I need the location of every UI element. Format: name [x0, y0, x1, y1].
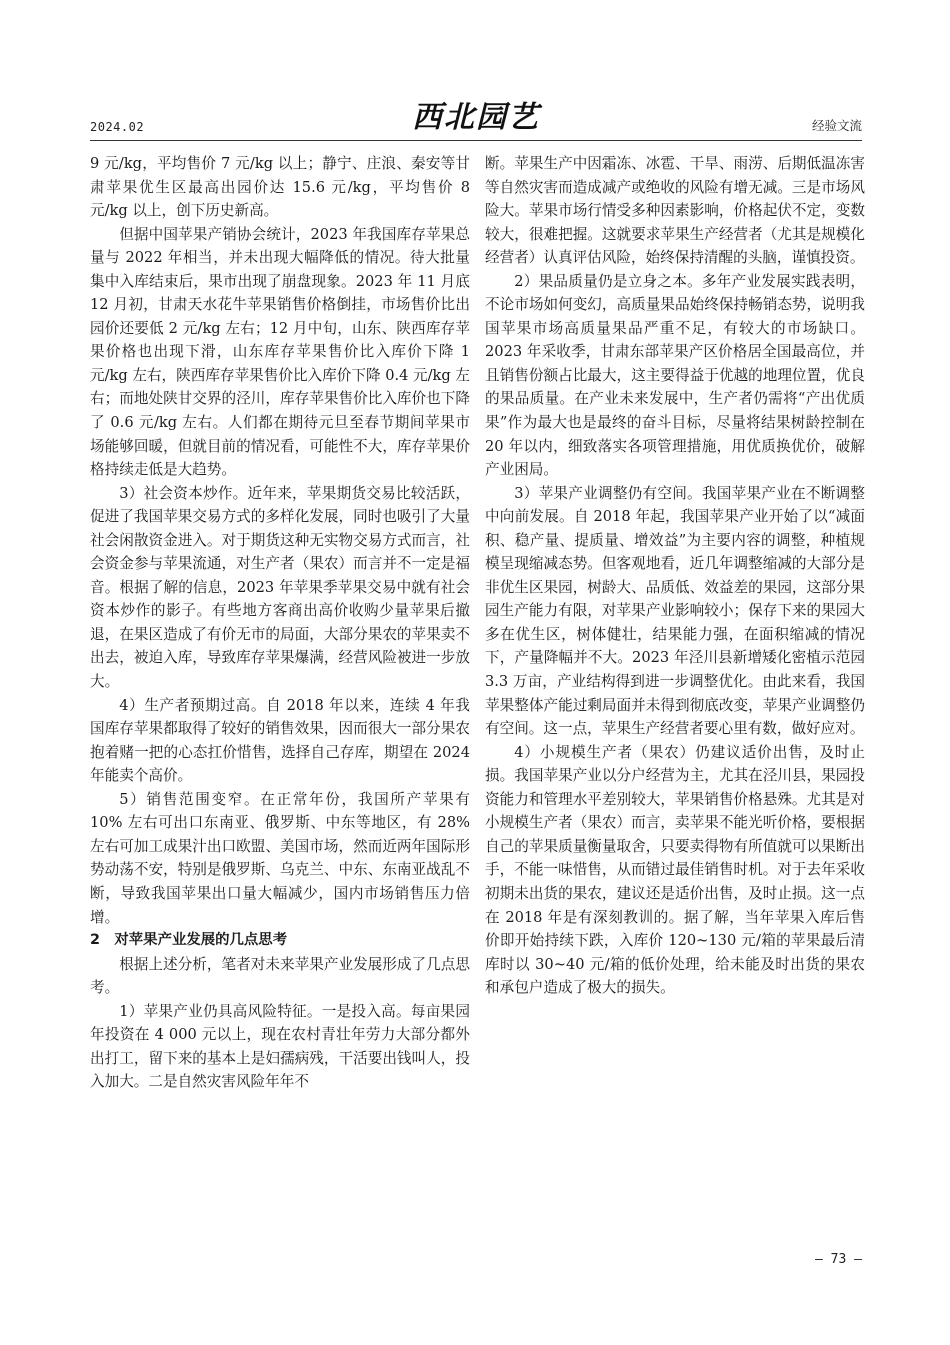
- body-paragraph: 3）社会资本炒作。近年来，苹果期货交易比较活跃，促进了我国苹果交易方式的多样化发展，同时也吸引了大量社会闲散资金进入。对于期货这种无实物交易方式而言，社会资金参与苹果流通，对生产者（果农）而言并不一定是福音。根据了解的信息，2023 年苹果季苹果交易中就有社会资本炒作的影子。有些地方客商出高价收购少量苹果后撤退，在果区造成了有价无市的局面，大部分果农的苹果卖不出去，被迫入库，导致库存苹果爆满，经营风险被进一步放大。: [90, 484, 470, 691]
- body-paragraph: 1）苹果产业仍具高风险特征。一是投入高。每亩果园年投资在 4 000 元以上，现在农村青壮年劳力大部分都外出打工，留下来的基本上是妇孺病残，干活要出钱叫人，投入加大。二是自然灾害风险年年不: [90, 1002, 470, 1091]
- section-heading: 2 对苹果产业发展的几点思考: [90, 932, 288, 949]
- issue-date: 2024.02: [90, 120, 145, 134]
- body-paragraph: 但据中国苹果产销协会统计，2023 年我国库存苹果总量与 2022 年相当，并未出现大幅降低的情况。待大批量集中入库结束后，果市出现了崩盘现象。2023 年 11 月底 12 月初，甘肃天水花牛苹果销售价格倒挂，市场售价比出园价还要低 2 元/kg 左右；12 月中旬，山东、陕西库存苹果价格也出现下滑，山东库存苹果售价比入库价下降 1 元/kg 左右，陕西库存苹果售价比入库价下降 0.4 元/kg 左右；而地处陕甘交界的泾川，库存苹果售价比入库价也下降了 0.6 元/kg 左右。人们都在期待元旦至春节期间苹果市场能够回暖，但就目前的情况看，可能性不大，库存苹果价格持续走低是大趋势。: [90, 225, 470, 479]
- body-paragraph: 4）生产者预期过高。自 2018 年以来，连续 4 年我国库存苹果都取得了较好的销售效果，因而很大一部分果农抱着赌一把的心态扛价惜售，选择自己存库，期望在 2024 年能卖个高价。: [90, 696, 470, 785]
- right-column: [485, 152, 865, 1000]
- journal-logo: 西北园艺: [412, 100, 540, 135]
- body-paragraph: 3）苹果产业调整仍有空间。我国苹果产业在不断调整中向前发展。自 2018 年起，我国苹果产业开始了以“减面积、稳产量、提质量、增效益”为主要内容的调整，种植规模呈现缩减态势。但客观地看，近几年调整缩减的大部分是非优生区果园，树龄大、品质低、效益差的果园，这部分果园生产能力有限，对苹果产业影响较小；保存下来的果园大多在优生区，树体健壮，结果能力强，在面积缩减的情况下，产量降幅并不大。2023 年泾川县新增矮化密植示范园 3.3 万亩，产业结构得到进一步调整优化。由此来看，我国苹果整体产能过剩局面并未得到彻底改变，苹果产业调整仍有空间。这一点，苹果生产经营者要心里有数，做好应对。: [485, 484, 865, 738]
- body-paragraph: 4）小规模生产者（果农）仍建议适价出售，及时止损。我国苹果产业以分户经营为主，尤其在泾川县，果园投资能力和管理水平差别较大，苹果销售价格悬殊。尤其是对小规模生产者（果农）而言，卖苹果不能光听价格，要根据自己的苹果质量衡量取舍，只要卖得物有所值就可以果断出手，不能一味惜售，从而错过最佳销售时机。对于去年采收初期未出货的果农，建议还是适价出售，及时止损。这一点在 2018 年是有深刻教训的。据了解，当年苹果入库后售价即开始持续下跌，入库价 120~130 元/箱的苹果最后清库时以 30~40 元/箱的低价处理，给未能及时出货的果农和承包户造成了极大的损失。: [485, 743, 865, 997]
- body-paragraph: 2）果品质量仍是立身之本。多年产业发展实践表明，不论市场如何变幻，高质量果品始终保持畅销态势，说明我国苹果市场高质量果品严重不足，有较大的市场缺口。2023 年采收季，甘肃东部苹果产区价格居全国最高位，并且销售份额占比最大，这主要得益于优越的地理位置，优良的果品质量。在产业未来发展中，生产者仍需将“产出优质果”作为最大也是最终的奋斗目标，尽量将结果树龄控制在 20 年以内，细致落实各项管理措施，用优质换优价，破解产业困局。: [485, 272, 865, 479]
- body-paragraph: 9 元/kg，平均售价 7 元/kg 以上；静宁、庄浪、秦安等甘肃苹果优生区最高出园价达 15.6 元/kg，平均售价 8 元/kg 以上，创下历史新高。: [90, 155, 470, 220]
- body-paragraph: 5）销售范围变窄。在正常年份，我国所产苹果有 10% 左右可出口东南亚、俄罗斯、中东等地区，有 28% 左右可加工成果汁出口欧盟、美国市场，然而近两年国际形势动荡不安，特别是俄罗斯、乌克兰、中东、东南亚战乱不断，导致我国苹果出口量大幅减少，国内市场销售压力倍增。: [90, 790, 470, 926]
- section-title: 经验文流: [811, 118, 862, 133]
- header-divider: [90, 140, 862, 141]
- body-paragraph: 断。苹果生产中因霜冻、冰雹、干旱、雨涝、后期低温冻害等自然灾害而造成减产或绝收的风险有增无减。三是市场风险大。苹果市场行情受多种因素影响，价格起伏不定，变数较大，很难把握。这就要求苹果生产经营者（尤其是规模化经营者）认真评估风险，始终保持清醒的头脑，谨慎投资。: [485, 155, 865, 267]
- page-header: [90, 100, 862, 140]
- left-column: [90, 152, 470, 1094]
- body-paragraph: 根据上述分析，笔者对未来苹果产业发展形成了几点思考。: [90, 955, 470, 997]
- page-number: — 73 —: [815, 1252, 862, 1267]
